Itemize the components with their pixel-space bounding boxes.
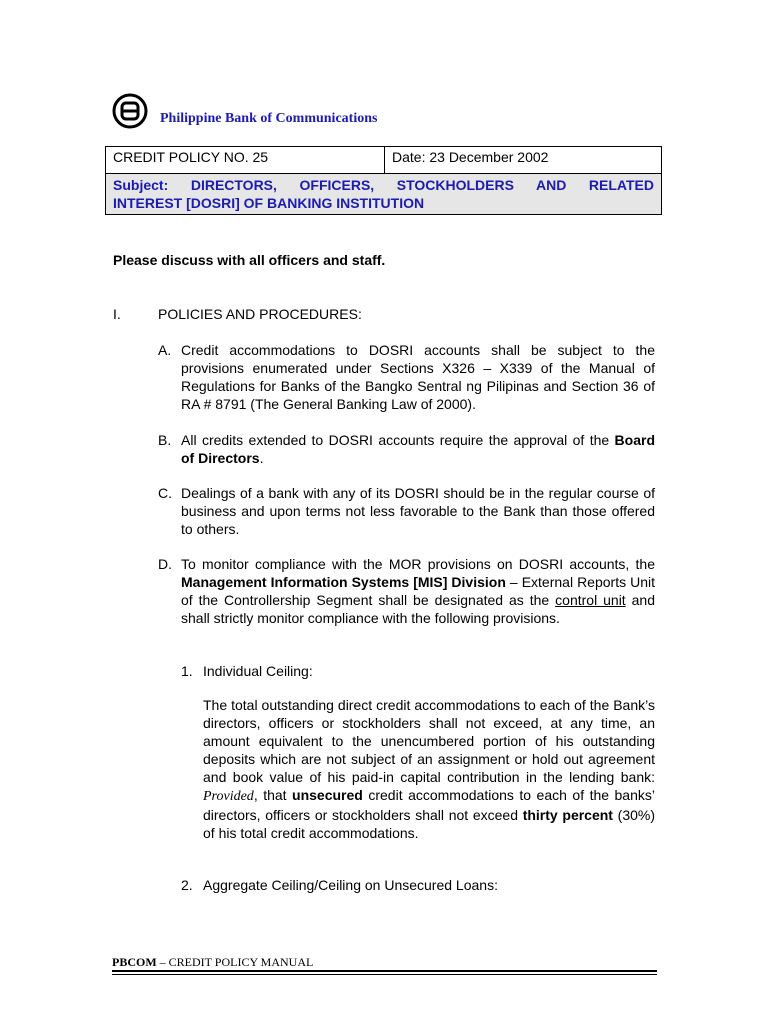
subject-line-2: INTEREST [DOSRI] OF BANKING INSTITUTION [113, 195, 425, 211]
item-label: B. [158, 432, 172, 448]
subitem-2 [181, 876, 655, 894]
mis-division: Management Information Systems [MIS] Division [181, 574, 506, 590]
unsecured-term: unsecured [292, 787, 363, 803]
policy-number: CREDIT POLICY NO. 25 [106, 147, 385, 174]
item-label: A. [158, 342, 172, 358]
subject-line-1 [113, 176, 654, 194]
page-footer [112, 955, 313, 970]
item-label: C. [158, 485, 172, 501]
pbcom-logo-icon [112, 93, 148, 129]
footer-text: – CREDIT POLICY MANUAL [156, 955, 314, 969]
individual-ceiling-paragraph: The total outstanding direct credit accommodations to each of the Bank’s directors, officers or stockholders shall not exceed, at any time, an amount equivalent to the unencumbered portion of his outstanding deposits which are not subject of an assignment or hold out agreement and book value of his paid-in capital contribution in the lending bank: Provided, that unsecured credit accommodations to each of the banks’ directors, officers or stockholders shall not exceed thirty percent (30%) of his total credit accommodations. [203, 697, 655, 841]
policy-date: Date: 23 December 2002 [385, 147, 662, 174]
subject-text-1: DIRECTORS, OFFICERS, STOCKHOLDERS AND RELATED [190, 177, 655, 193]
control-unit: control unit [555, 592, 626, 608]
footer-brand: PBCOM [112, 955, 157, 969]
item-text: All credits extended to DOSRI accounts require the approval of the Board of Directors. [181, 432, 655, 466]
notice-text: Please discuss with all officers and staff. [113, 252, 386, 268]
policy-item-b [158, 431, 655, 467]
policy-item-c [158, 484, 655, 538]
board-of-directors: Board of Directors [181, 432, 655, 466]
policy-info-table [105, 146, 662, 215]
subitem-label: 1. [181, 663, 193, 679]
subitem-label: 2. [181, 877, 193, 893]
subject-label: Subject: [113, 177, 169, 193]
item-text: Dealings of a bank with any of its DOSRI should be in the regular course of business and upon terms not less favorable to the Bank than those offered to others. [181, 485, 655, 537]
subitem-title: Individual Ceiling: [203, 663, 313, 679]
policy-subject [106, 174, 662, 215]
thirty-percent-term: thirty percent [522, 807, 613, 823]
item-label: D. [158, 556, 172, 572]
policy-item-a [158, 341, 655, 413]
subitem-title: Aggregate Ceiling/Ceiling on Unsecured Loans: [203, 877, 498, 893]
section-title: POLICIES AND PROCEDURES: [158, 306, 362, 322]
item-text: Credit accommodations to DOSRI accounts shall be subject to the provisions enumerated under Sections X326 – X339 of the Manual of Regulations for Banks of the Bangko Sentral ng Pilipinas and Section 36 of RA # 8791 (The General Banking Law of 2000). [181, 342, 655, 412]
section-number: I. [113, 306, 121, 322]
footer-rule [112, 970, 657, 972]
policy-item-d [158, 555, 655, 627]
provided-term: Provided [203, 789, 254, 804]
bank-name: Philippine Bank of Communications [160, 111, 378, 126]
footer-rule [112, 974, 657, 975]
subitem-1 [181, 662, 655, 680]
item-text: To monitor compliance with the MOR provisions on DOSRI accounts, the Management Information Systems [MIS] Division – External Reports Unit of the Controllership Segment shall be designated as the control unit and shall strictly monitor compliance with the following provisions. [181, 556, 656, 626]
